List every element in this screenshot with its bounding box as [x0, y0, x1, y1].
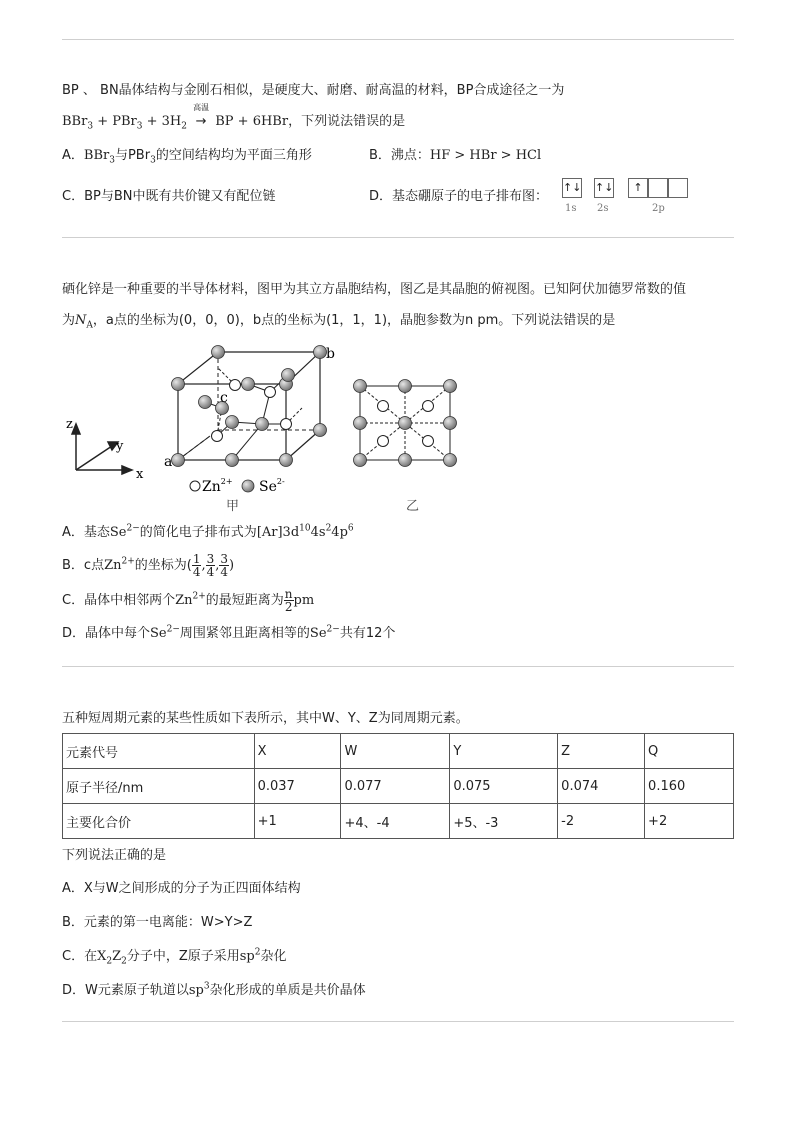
table-cell: W — [341, 734, 450, 769]
table-row — [63, 734, 734, 769]
text: 的简化电子排布式为 — [139, 525, 257, 540]
q2-stem-line1: 硒化锌是一种重要的半导体材料，图甲为其立方晶胞结构，图乙是其晶胞的俯视图。已知阿伏加德罗常数的值 — [62, 282, 687, 297]
unit-cell-top-view — [348, 376, 468, 516]
table-row — [63, 769, 734, 804]
eq-sub: 3 — [87, 121, 94, 132]
eq-sub: 2 — [181, 121, 187, 132]
point-a-label: a — [164, 454, 173, 470]
reaction-condition: 高温 — [193, 103, 210, 112]
orbital-label-1s: 1s — [565, 203, 577, 214]
ion: Se — [309, 626, 327, 641]
comma: , — [201, 558, 206, 573]
q1-equation — [62, 103, 406, 132]
q3-option-b: B．元素的第一电离能：W>Y>Z — [62, 915, 253, 930]
orbital-label-2p: 2p — [652, 203, 665, 214]
q3-stem: 五种短周期元素的某些性质如下表所示，其中W、Y、Z为同周期元素。 — [62, 711, 469, 726]
table-cell: +5、-3 — [450, 804, 558, 839]
sup: 3 — [203, 981, 210, 992]
text: 的空间结构均为平面三角形 — [155, 148, 312, 163]
avogadro-symbol: N — [75, 313, 87, 328]
se-atom — [256, 418, 269, 431]
q2-option-c — [62, 584, 314, 618]
sub: A — [86, 320, 93, 331]
text: ，a点的坐标为(0，0，0)，b点的坐标为(1，1，1)，晶胞参数为n pm。下列说法错误的是 — [92, 313, 616, 328]
element-properties-table — [62, 733, 734, 839]
option-prefix: B．沸点： — [369, 148, 430, 163]
fraction-3-4: $\frac{3}{4}$ — [206, 552, 215, 579]
text: 杂化形成的单质是共价晶体 — [209, 983, 366, 998]
divider-q3 — [62, 1021, 734, 1022]
orbital-1s-box: ↑↓ — [562, 178, 582, 198]
comma: , — [215, 558, 220, 573]
sup: 2 — [254, 947, 261, 958]
table-cell: -2 — [558, 804, 645, 839]
option-prefix: A． — [62, 148, 84, 163]
text: 的最短距离为 — [205, 593, 284, 608]
config: 4s — [310, 525, 326, 540]
sup: 6 — [347, 523, 354, 534]
legend-se: $Se^{2-}$ — [259, 477, 285, 495]
table-cell: +2 — [645, 804, 734, 839]
se-atom — [282, 369, 295, 382]
se-atom — [172, 378, 185, 391]
eq-bbr: BBr — [62, 114, 88, 129]
eq-pbr: + PBr — [93, 114, 137, 129]
q1-option-c: C．BP与BN中既有共价键又有配位链 — [62, 189, 276, 204]
fraction-1-4: $\frac{1}{4}$ — [192, 552, 201, 579]
text: A．基态 — [62, 525, 110, 540]
se-atom-b — [314, 346, 327, 359]
q2-option-b — [62, 549, 234, 583]
caption-yi: 乙 — [406, 499, 420, 514]
sub: 3 — [150, 155, 156, 166]
point-c-label: c — [220, 390, 228, 406]
table-cell: 0.077 — [341, 769, 450, 804]
zn-atom — [281, 419, 292, 430]
ion: Se — [109, 525, 127, 540]
q3-option-d — [62, 982, 366, 1000]
axis-z-label: z — [66, 417, 73, 432]
formula: BBr — [83, 148, 110, 163]
table-cell: Y — [450, 734, 558, 769]
axis-y-label: y — [116, 439, 124, 454]
caption-jia: 甲 — [226, 499, 240, 514]
table-cell: X — [254, 734, 341, 769]
orbital-2p-box-3 — [668, 178, 688, 198]
orbital-2p-box-1: ↑ — [628, 178, 648, 198]
q1-option-a — [62, 147, 312, 165]
table-cell: 0.074 — [558, 769, 645, 804]
legend-se-symbol — [242, 480, 254, 492]
table-cell: 0.037 — [254, 769, 341, 804]
orbital-diagram — [562, 178, 697, 220]
text: 周围紧邻且距离相等的 — [179, 626, 310, 641]
zinc-selenide-unit-cell — [62, 338, 362, 514]
q2-option-d — [62, 625, 395, 643]
se-atom — [314, 424, 327, 437]
q3-question: 下列说法正确的是 — [62, 848, 167, 863]
symbol: Z — [112, 949, 122, 964]
text: C．在 — [62, 949, 98, 964]
text: 共有12个 — [339, 626, 396, 641]
q1-option-b — [369, 147, 541, 165]
se-atom — [280, 454, 293, 467]
q1-option-d: D．基态硼原子的电子排布图： — [369, 189, 549, 204]
symbol: X — [97, 949, 107, 964]
se-atom — [242, 378, 255, 391]
ion: Zn — [175, 593, 193, 608]
sub: 2 — [106, 956, 113, 967]
reaction-arrow: 高温 → — [193, 103, 210, 129]
config: [Ar]3d — [256, 525, 300, 540]
q1-stem-tail: ，下列说法错误的是 — [288, 114, 406, 129]
axis-x-label: x — [136, 467, 144, 482]
text: B．c点 — [62, 558, 105, 573]
eq-products: BP + 6HBr — [211, 114, 289, 129]
table-cell: Z — [558, 734, 645, 769]
se-atoms — [172, 346, 327, 467]
table-cell: Q — [645, 734, 734, 769]
q2-option-a — [62, 524, 354, 542]
legend-zn: $Zn^{2+}$ — [202, 477, 233, 495]
q2-stem-line2 — [62, 312, 615, 330]
sub: 3 — [109, 155, 115, 166]
sup: 2+ — [192, 591, 206, 602]
text: 分子中，Z原子采用 — [126, 949, 240, 964]
table-cell: 0.160 — [645, 769, 734, 804]
text: C．晶体中相邻两个 — [62, 593, 176, 608]
text: 杂化 — [260, 949, 287, 964]
ion: Zn — [104, 558, 122, 573]
orbital-label-2s: 2s — [597, 203, 609, 214]
paren: ) — [229, 558, 235, 573]
eq-h2: + 3H — [142, 114, 182, 129]
q3-option-c — [62, 948, 287, 966]
se-atom-a — [172, 454, 185, 467]
table-cell: +4、-4 — [341, 804, 450, 839]
table-cell: 主要化合价 — [63, 804, 255, 839]
divider-q1 — [62, 237, 734, 238]
fraction-n-2: $\frac{n}{2}$ — [284, 587, 293, 614]
text: D．W元素原子轨道以 — [62, 983, 189, 998]
divider-q2 — [62, 666, 734, 667]
se-atom — [226, 454, 239, 467]
sup: 2− — [126, 523, 140, 534]
sup: 10 — [299, 523, 311, 534]
hybrid: sp — [239, 949, 255, 964]
se-atom — [212, 346, 225, 359]
unit: pm — [293, 593, 315, 608]
table-cell: +1 — [254, 804, 341, 839]
table-cell: 元素代号 — [63, 734, 255, 769]
eq-sub: 3 — [136, 121, 143, 132]
table-cell: 0.075 — [450, 769, 558, 804]
sup: 2− — [326, 624, 340, 635]
ion: Se — [150, 626, 167, 641]
legend-zn-symbol — [190, 481, 200, 491]
zn-atom — [212, 431, 223, 442]
text: D．晶体中每个 — [62, 626, 151, 641]
text: 为 — [62, 313, 76, 328]
orbital-2s-box: ↑↓ — [594, 178, 614, 198]
hybrid: sp — [188, 983, 204, 998]
divider-top — [62, 39, 734, 40]
table-row — [63, 804, 734, 839]
se-atom — [226, 416, 239, 429]
se-atom — [199, 396, 212, 409]
text: 的坐标为( — [134, 558, 192, 573]
config: 4p — [331, 525, 348, 540]
q1-stem-line1: BP 、 BN晶体结构与金刚石相似，是硬度大、耐磨、耐高温的材料，BP合成途径之一为 — [62, 83, 565, 98]
sub: 2 — [121, 956, 127, 967]
formula: HF > HBr > HCl — [429, 148, 542, 163]
point-b-label: b — [326, 346, 335, 362]
orbital-2p-box-2 — [648, 178, 668, 198]
sup: 2− — [166, 624, 180, 635]
table-cell: 原子半径/nm — [63, 769, 255, 804]
sup: 2 — [325, 523, 332, 534]
fraction-3-4: $\frac{3}{4}$ — [220, 552, 229, 579]
text: 与PBr — [114, 148, 151, 163]
zn-atom — [265, 387, 276, 398]
sup: 2+ — [121, 556, 135, 567]
zn-atom — [230, 380, 241, 391]
q3-option-a: A．X与W之间形成的分子为正四面体结构 — [62, 881, 301, 896]
